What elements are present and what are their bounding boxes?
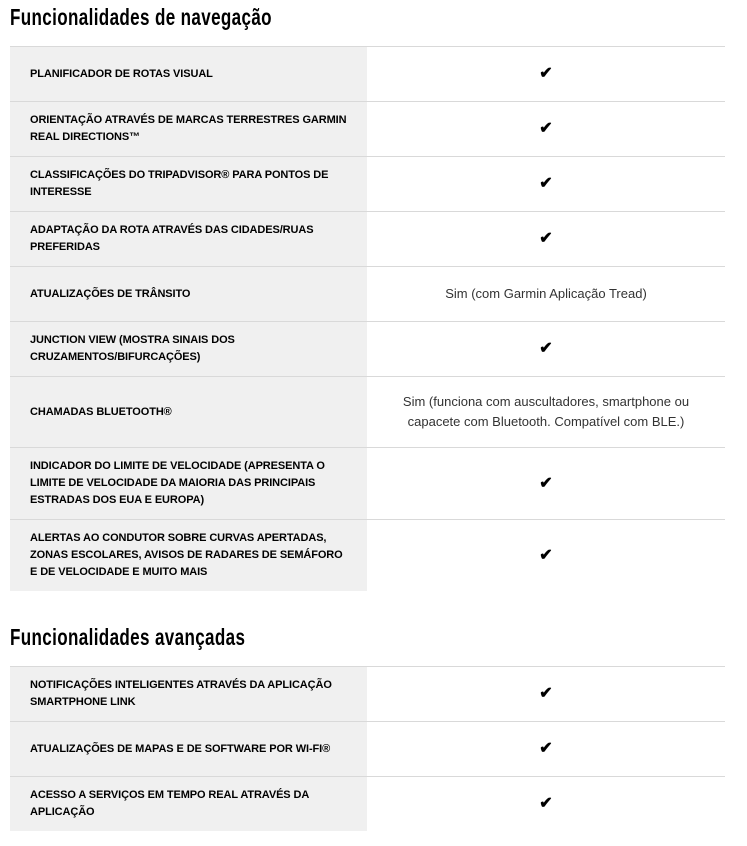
section-navigation-features [10,4,725,591]
feature-value [367,777,725,831]
check-icon: ✔ [539,230,553,247]
feature-value [367,722,725,776]
feature-label: PLANIFICADOR DE ROTAS VISUAL [10,47,367,101]
section-title-navigation: Funcionalidades de navegação [10,4,272,30]
feature-row [10,447,725,519]
feature-value [367,157,725,211]
feature-row [10,376,725,447]
feature-row [10,321,725,376]
feature-value [367,322,725,376]
feature-row [10,156,725,211]
check-icon: ✔ [539,340,553,357]
feature-label: CLASSIFICAÇÕES DO TRIPADVISOR® PARA PONTOS DE INTERESSE [10,157,367,211]
section-advanced-features [10,624,725,831]
feature-row [10,266,725,321]
feature-label: ALERTAS AO CONDUTOR SOBRE CURVAS APERTADAS, ZONAS ESCOLARES, AVISOS DE RADARES DE SEMÁFORO E DE VELOCIDADE E MUITO MAIS [10,520,367,591]
feature-value [367,520,725,591]
feature-row [10,776,725,831]
feature-label: NOTIFICAÇÕES INTELIGENTES ATRAVÉS DA APLICAÇÃO SMARTPHONE LINK [10,667,367,721]
check-icon: ✔ [539,65,553,82]
feature-row [10,101,725,156]
feature-value [367,47,725,101]
feature-value-text: Sim (funciona com auscultadores, smartphone ou capacete com Bluetooth. Compatível com BLE.) [402,394,690,429]
feature-value [367,102,725,156]
check-icon: ✔ [539,175,553,192]
feature-table-navigation [10,46,725,591]
feature-label: JUNCTION VIEW (MOSTRA SINAIS DOS CRUZAMENTOS/BIFURCAÇÕES) [10,322,367,376]
feature-label: ORIENTAÇÃO ATRAVÉS DE MARCAS TERRESTRES GARMIN REAL DIRECTIONS™ [10,102,367,156]
check-icon: ✔ [539,546,553,564]
check-icon: ✔ [539,740,553,757]
feature-value [367,448,725,519]
feature-value-text: Sim (com Garmin Aplicação Tread) [445,286,647,301]
feature-label: INDICADOR DO LIMITE DE VELOCIDADE (APRESENTA O LIMITE DE VELOCIDADE DA MAIORIA DAS PRINCIPAIS ESTRADAS DOS EUA E EUROPA) [10,448,367,519]
feature-value [367,267,725,321]
section-title-advanced: Funcionalidades avançadas [10,624,246,650]
check-icon: ✔ [539,120,553,137]
feature-label: ACESSO A SERVIÇOS EM TEMPO REAL ATRAVÉS DA APLICAÇÃO [10,777,367,831]
feature-value [367,377,725,447]
feature-row [10,519,725,591]
feature-row [10,721,725,776]
check-icon: ✔ [539,685,553,702]
feature-label: ATUALIZAÇÕES DE TRÂNSITO [10,267,367,321]
feature-value [367,667,725,721]
feature-label: CHAMADAS BLUETOOTH® [10,377,367,447]
feature-row [10,46,725,101]
feature-label: ADAPTAÇÃO DA ROTA ATRAVÉS DAS CIDADES/RUAS PREFERIDAS [10,212,367,266]
check-icon: ✔ [539,474,553,492]
feature-label: ATUALIZAÇÕES DE MAPAS E DE SOFTWARE POR WI-FI® [10,722,367,776]
feature-row [10,666,725,721]
feature-row [10,211,725,266]
feature-table-advanced [10,666,725,831]
check-icon: ✔ [539,795,553,812]
feature-value [367,212,725,266]
